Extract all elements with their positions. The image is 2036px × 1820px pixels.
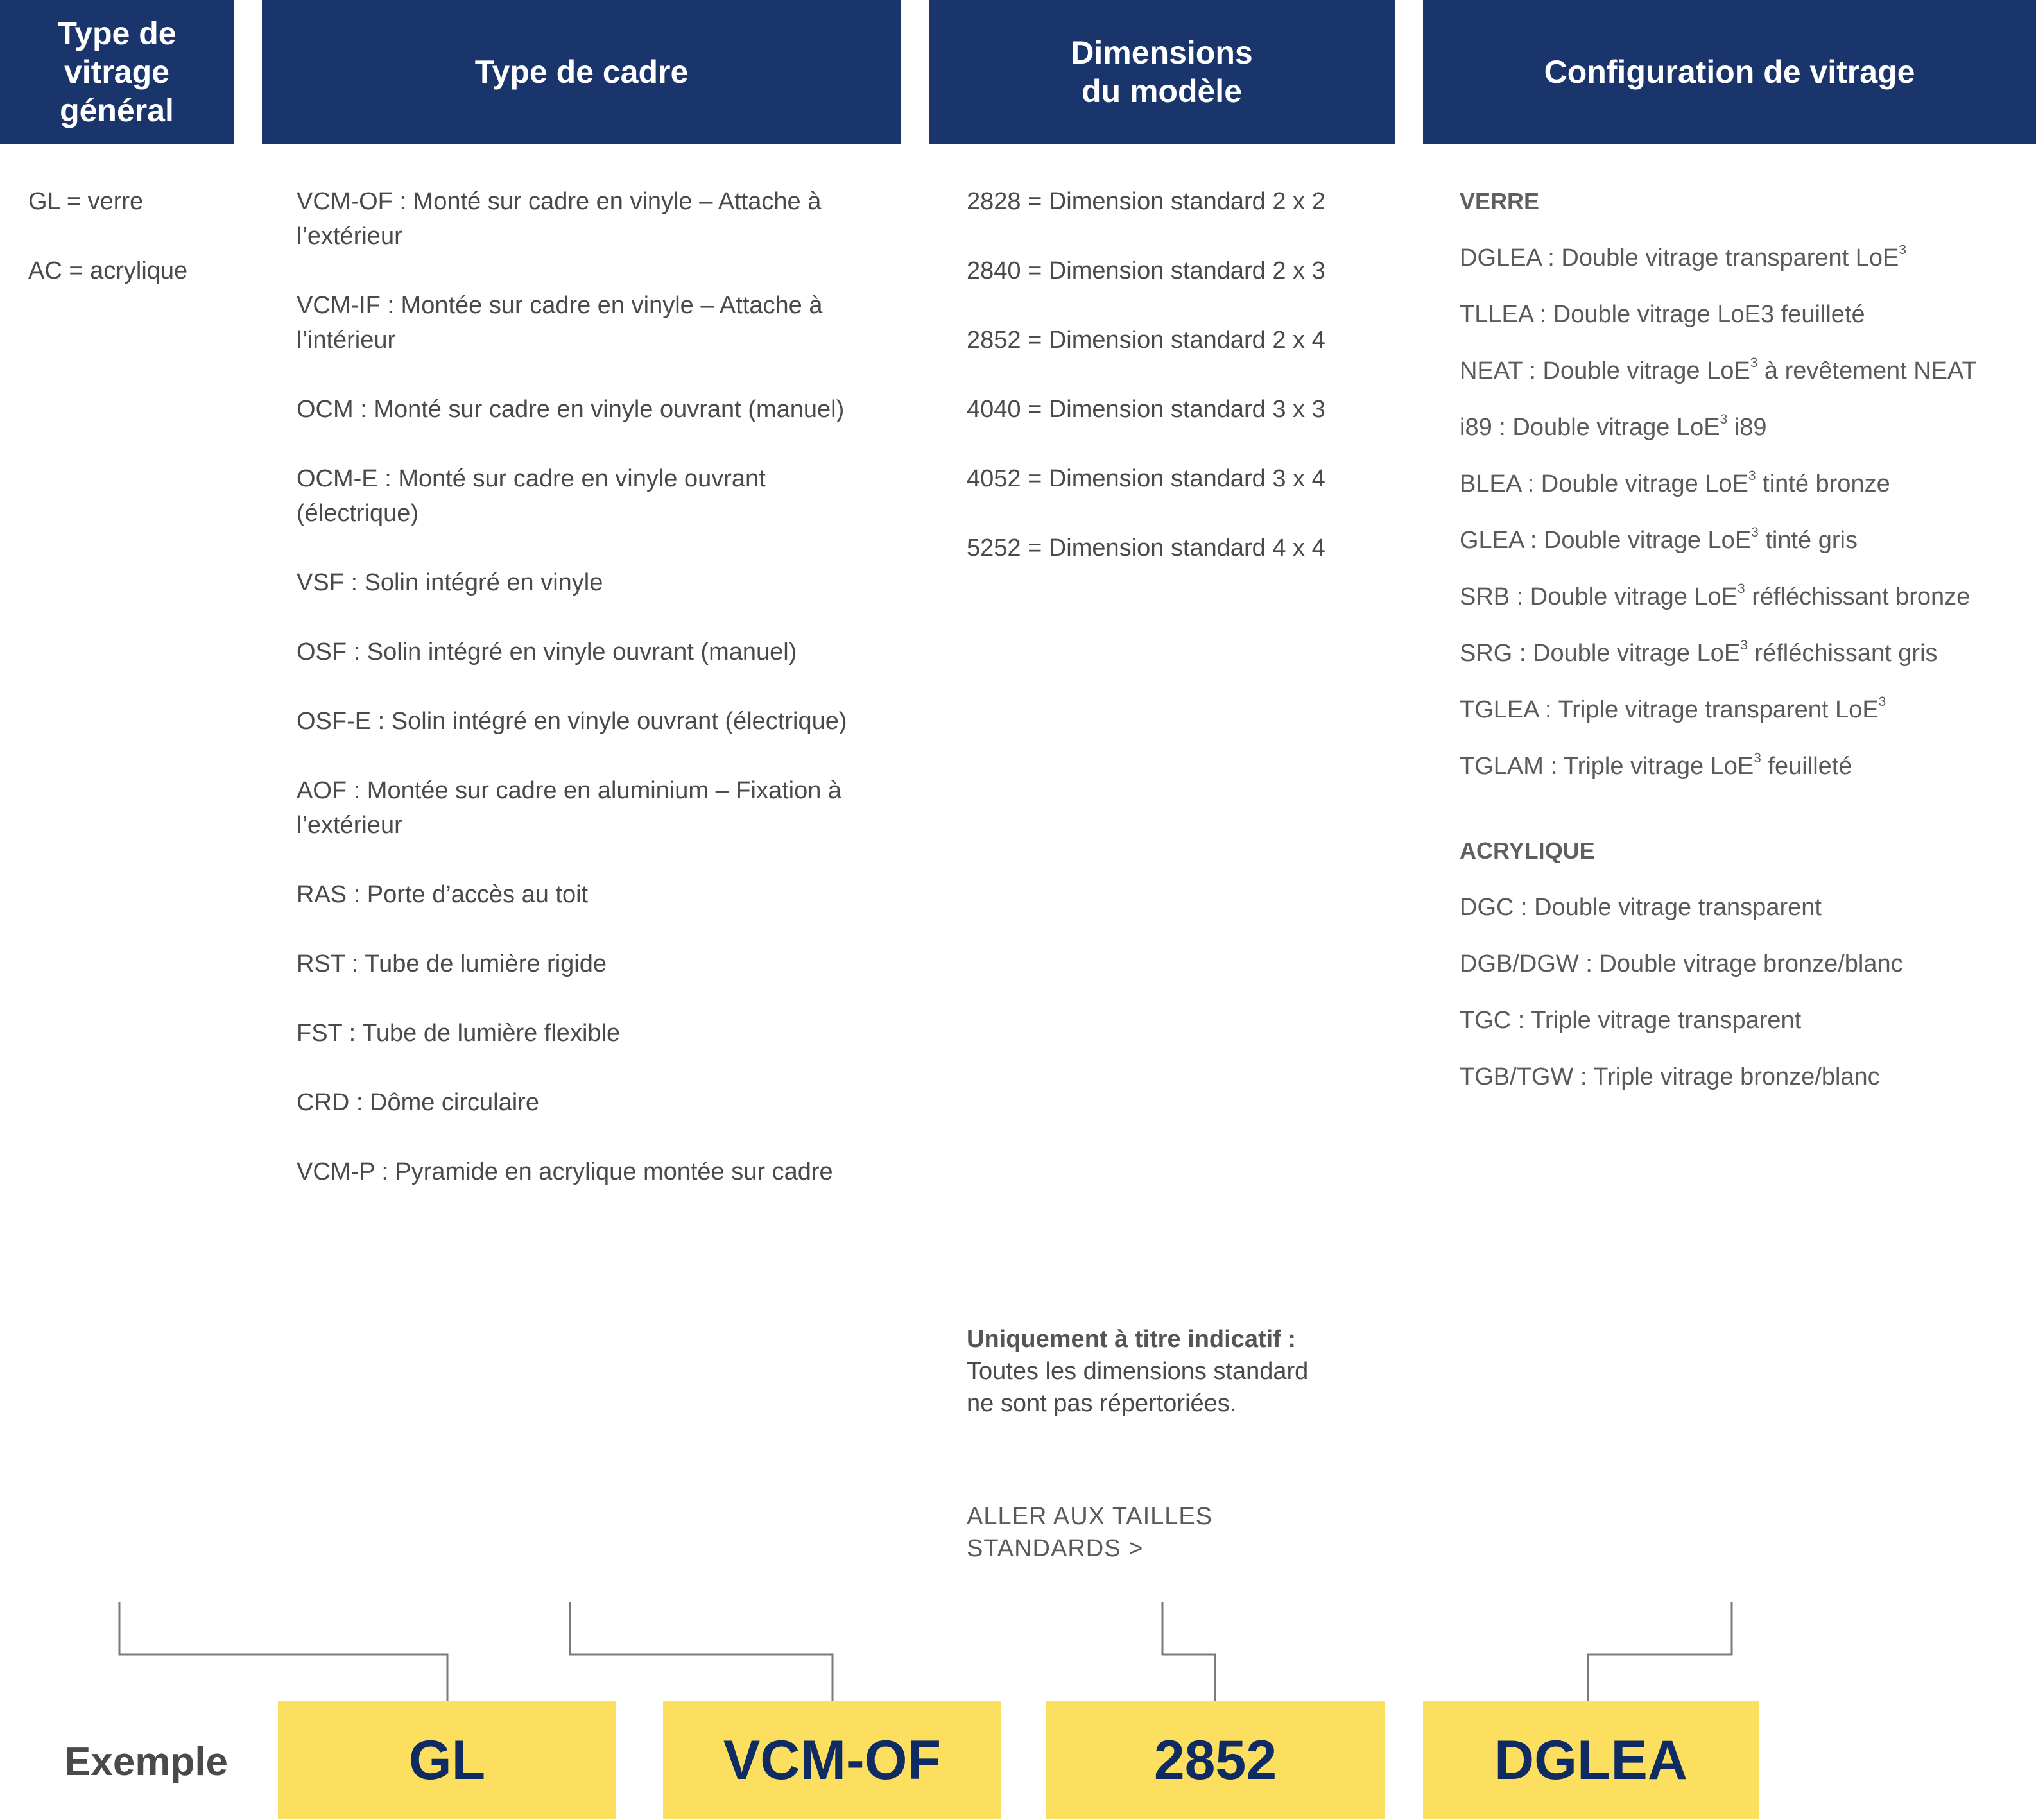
example-code-config: DGLEA (1423, 1701, 1759, 1819)
list-item: VCM-OF : Monté sur cadre en vinyle – Attache à l’extérieur (297, 188, 822, 250)
header-general-glazing-type: Type de vitrage général (0, 0, 234, 144)
example-code-frame: VCM-OF (663, 1701, 1001, 1819)
header-frame-type: Type de cadre (262, 0, 901, 144)
list-item: OSF-E : Solin intégré en vinyle ouvrant (électrique) (297, 708, 847, 735)
header-model-dimensions: Dimensions du modèle (929, 0, 1395, 144)
list-item: i89 : Double vitrage LoE$^3$ i89 (1460, 412, 1767, 441)
list-item: TLLEA : Double vitrage LoE3 feuilleté (1460, 301, 1865, 328)
header-glazing-configuration: Configuration de vitrage (1423, 0, 2036, 144)
list-item: VSF : Solin intégré en vinyle (297, 569, 603, 596)
list-item: GL = verre (28, 188, 144, 215)
list-item: AOF : Montée sur cadre en aluminium – Fixation à l’extérieur (297, 777, 842, 839)
list-item: 4040 = Dimension standard 3 x 3 (967, 396, 1325, 423)
list-item: NEAT : Double vitrage LoE$^3$ à revêtement NEAT (1460, 356, 1977, 384)
list-item: BLEA : Double vitrage LoE$^3$ tinté bronze (1460, 468, 1890, 497)
list-item: TGB/TGW : Triple vitrage bronze/blanc (1460, 1063, 1880, 1090)
list-item: DGLEA : Double vitrage transparent LoE$^3$ (1460, 243, 1907, 271)
list-item: SRB : Double vitrage LoE$^3$ réfléchissant bronze (1460, 581, 1971, 610)
section-title-acrylic: ACRYLIQUE (1460, 837, 1595, 864)
list-item: SRG : Double vitrage LoE$^3$ réfléchissant gris (1460, 638, 1938, 667)
list-item: VCM-IF : Montée sur cadre en vinyle – Attache à l’intérieur (297, 292, 823, 354)
note-heading: Uniquement à titre indicatif : (967, 1326, 1297, 1353)
list-item: DGB/DGW : Double vitrage bronze/blanc (1460, 950, 1903, 977)
connector-config (1588, 1602, 1732, 1701)
list-item: TGLEA : Triple vitrage transparent LoE$^3$ (1460, 694, 1886, 723)
connector-frame (570, 1602, 833, 1701)
list-item: GLEA : Double vitrage LoE$^3$ tinté gris (1460, 525, 1858, 554)
list-item: AC = acrylique (28, 257, 188, 284)
list-item: OCM : Monté sur cadre en vinyle ouvrant (manuel) (297, 396, 845, 423)
list-item: FST : Tube de lumière flexible (297, 1020, 621, 1047)
list-item: VCM-P : Pyramide en acrylique montée sur cadre (297, 1158, 833, 1185)
section-title-glass: VERRE (1460, 188, 1540, 214)
list-item: TGLAM : Triple vitrage LoE$^3$ feuilleté (1460, 751, 1852, 780)
connector-dimensions (1162, 1602, 1215, 1701)
list-item: OCM-E : Monté sur cadre en vinyle ouvrant (électrique) (297, 465, 766, 527)
list-item: DGC : Double vitrage transparent (1460, 894, 1822, 921)
list-item: RST : Tube de lumière rigide (297, 950, 607, 977)
example-code-dimensions: 2852 (1046, 1701, 1385, 1819)
standard-sizes-link[interactable]: ALLER AUX TAILLES STANDARDS > (967, 1503, 1213, 1562)
list-item: TGC : Triple vitrage transparent (1460, 1007, 1802, 1034)
list-item: 5252 = Dimension standard 4 x 4 (967, 535, 1325, 562)
list-item: RAS : Porte d’accès au toit (297, 881, 589, 908)
list-item: 4052 = Dimension standard 3 x 4 (967, 465, 1325, 492)
list-item: CRD : Dôme circulaire (297, 1089, 539, 1116)
list-item: 2828 = Dimension standard 2 x 2 (967, 188, 1325, 215)
connector-general (119, 1602, 447, 1701)
list-item: OSF : Solin intégré en vinyle ouvrant (manuel) (297, 639, 797, 665)
example-label: Exemple (64, 1740, 229, 1784)
example-code-general: GL (278, 1701, 616, 1819)
note-text: Toutes les dimensions standard ne sont pas répertoriées. (967, 1358, 1309, 1417)
list-item: 2840 = Dimension standard 2 x 3 (967, 257, 1325, 284)
list-item: 2852 = Dimension standard 2 x 4 (967, 327, 1325, 354)
